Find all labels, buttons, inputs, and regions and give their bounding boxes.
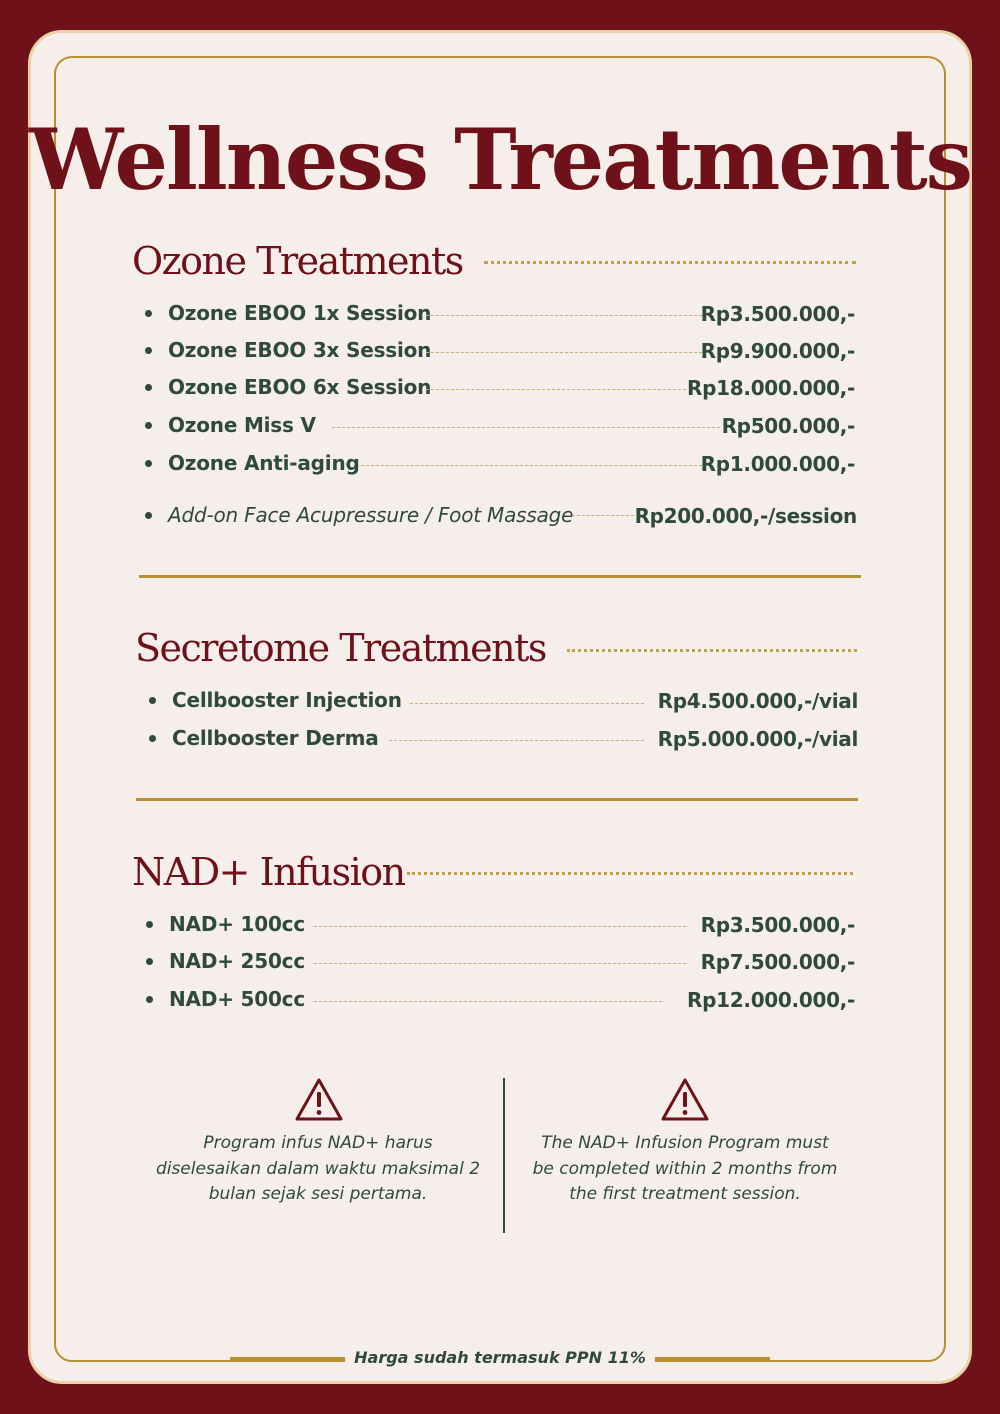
section-title-secretome: Secretome Treatments	[135, 626, 546, 670]
leader-line	[361, 465, 702, 466]
section-divider	[136, 798, 858, 801]
note-english	[515, 1131, 855, 1208]
leader-line	[314, 926, 686, 927]
list-item	[0, 299, 1000, 329]
section-title-dots	[567, 649, 857, 652]
leader-line	[426, 389, 686, 390]
item-price: Rp3.500.000,-	[700, 302, 855, 326]
item-name: Cellbooster Derma	[172, 726, 379, 750]
item-price: Rp7.500.000,-	[700, 950, 855, 974]
bullet	[146, 958, 153, 965]
warning-triangle-icon	[294, 1077, 344, 1123]
leader-line	[314, 963, 686, 964]
item-name: Ozone EBOO 6x Session	[168, 375, 432, 399]
item-price: Rp200.000,-/session	[634, 504, 857, 528]
item-name: NAD+ 500cc	[169, 987, 305, 1011]
item-price: Rp5.000.000,-/vial	[657, 727, 858, 751]
item-name: Cellbooster Injection	[172, 688, 402, 712]
bullet	[145, 384, 152, 391]
footer-vat-note: Harga sudah termasuk PPN 11%	[345, 1345, 655, 1371]
note-line: The NAD+ Infusion Program must	[541, 1133, 829, 1153]
item-price: Rp500.000,-	[721, 414, 855, 438]
note-line: be completed within 2 months from	[532, 1158, 838, 1179]
bullet	[149, 735, 156, 742]
footer-rule-right	[655, 1357, 770, 1360]
item-name: NAD+ 250cc	[169, 949, 305, 973]
note-indonesian	[148, 1131, 488, 1208]
leader-line	[332, 427, 720, 428]
section-title-dots	[407, 872, 853, 875]
note-line: bulan sejak sesi pertama.	[208, 1184, 428, 1204]
bullet	[145, 512, 152, 519]
leader-line	[389, 740, 644, 741]
bullet	[145, 347, 152, 354]
item-price: Rp3.500.000,-	[700, 913, 855, 937]
list-item	[0, 411, 1000, 441]
section-title-ozone: Ozone Treatments	[132, 239, 463, 283]
page-title: Wellness Treatments	[29, 110, 971, 209]
section-title-dots	[484, 261, 856, 264]
item-name: NAD+ 100cc	[169, 912, 305, 936]
item-price: Rp4.500.000,-/vial	[657, 689, 858, 713]
item-price: Rp18.000.000,-	[687, 376, 855, 400]
leader-line	[410, 703, 644, 704]
list-item	[0, 373, 1000, 403]
item-name: Ozone Anti-aging	[168, 451, 360, 475]
footer-rule-left	[230, 1357, 345, 1360]
item-name: Ozone EBOO 3x Session	[168, 338, 432, 362]
item-price: Rp12.000.000,-	[687, 988, 855, 1012]
list-item	[0, 686, 1000, 716]
list-item	[0, 449, 1000, 479]
list-item	[0, 947, 1000, 977]
leader-line	[314, 1001, 662, 1002]
bullet	[146, 921, 153, 928]
item-price: Rp1.000.000,-	[700, 452, 855, 476]
warning-triangle-icon	[660, 1077, 710, 1123]
note-line: diselesaikan dalam waktu maksimal 2	[155, 1158, 481, 1179]
section-divider	[139, 575, 861, 578]
bullet	[149, 697, 156, 704]
notes-divider	[503, 1078, 505, 1233]
note-line: Program infus NAD+ harus	[203, 1133, 433, 1153]
item-name: Ozone EBOO 1x Session	[168, 301, 432, 325]
list-item	[0, 724, 1000, 754]
list-item	[0, 985, 1000, 1015]
bullet	[145, 422, 152, 429]
note-line: the first treatment session.	[569, 1184, 801, 1204]
list-item	[0, 336, 1000, 366]
list-item	[0, 501, 1000, 531]
item-name: Ozone Miss V	[168, 413, 316, 437]
section-title-nad: NAD+ Infusion	[132, 850, 405, 894]
leader-line	[426, 352, 702, 353]
item-name: Add-on Face Acupressure / Foot Massage	[168, 503, 574, 527]
item-price: Rp9.900.000,-	[700, 339, 855, 363]
list-item	[0, 910, 1000, 940]
bullet	[145, 460, 152, 467]
leader-line	[426, 315, 702, 316]
leader-line	[567, 515, 634, 516]
bullet	[146, 996, 153, 1003]
bullet	[145, 310, 152, 317]
